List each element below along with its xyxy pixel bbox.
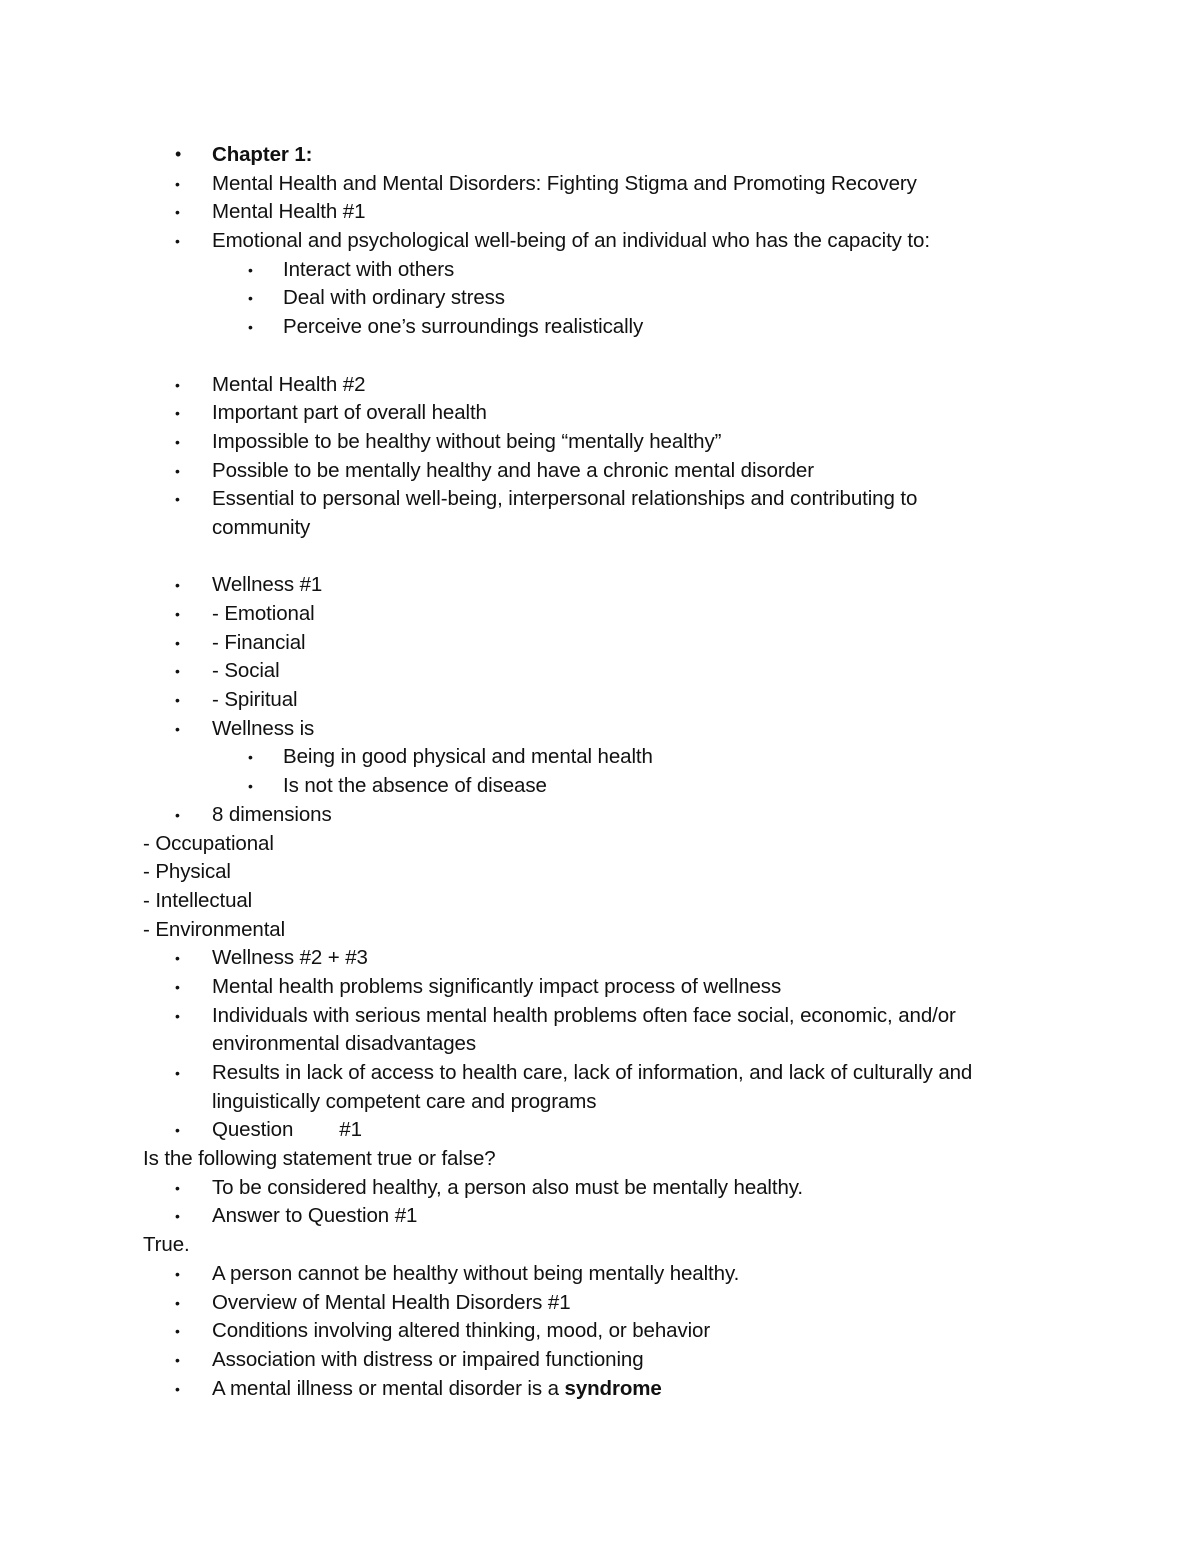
plain-line <box>0 916 1200 945</box>
bullet-glyph: • <box>175 405 180 422</box>
bullet-glyph: • <box>175 692 180 709</box>
plain-line <box>0 1231 1200 1260</box>
bullet-text: A person cannot be healthy without being mentally healthy. <box>212 1261 740 1285</box>
bullet-glyph: • <box>248 261 253 278</box>
plain-text: - Physical <box>143 860 231 884</box>
bullet-item <box>0 715 1200 744</box>
chapter-heading: Chapter 1: <box>212 143 313 166</box>
plain-text: - Occupational <box>143 831 274 855</box>
bullet-glyph: • <box>175 663 180 680</box>
bullet-glyph: • <box>175 606 180 623</box>
bullet-glyph: • <box>175 204 180 221</box>
sub-bullet-text: Interact with others <box>283 257 455 281</box>
bullet-item <box>0 170 1200 199</box>
bullet-text: Overview of Mental Health Disorders #1 <box>212 1290 571 1314</box>
bullet-glyph: • <box>175 577 180 594</box>
bullet-text: Individuals with serious mental health problems often face social, economic, and/or environmental disadvantages <box>212 1003 956 1056</box>
bullet-item <box>0 485 1200 542</box>
bullet-text: Wellness is <box>212 716 315 740</box>
bullet-text: Mental health problems significantly impact process of wellness <box>212 974 782 998</box>
bullet-text: - Emotional <box>212 602 315 626</box>
plain-line <box>0 1145 1200 1174</box>
plain-line <box>0 830 1200 859</box>
bullet-glyph: • <box>175 720 180 737</box>
question-number: #1 <box>339 1118 362 1142</box>
bullet-text <box>212 1116 1032 1145</box>
bullet-text: Wellness #2 + #3 <box>212 946 368 970</box>
bullet-glyph: • <box>175 1179 180 1196</box>
bullet-glyph: • <box>248 749 253 766</box>
bullet-item <box>0 686 1200 715</box>
document-page <box>0 141 1200 1403</box>
bullet-glyph: • <box>175 144 182 164</box>
question-label: Question <box>212 1118 294 1142</box>
bullet-item <box>0 1202 1200 1231</box>
bullet-item <box>0 1317 1200 1346</box>
bullet-glyph: • <box>248 290 253 307</box>
sub-bullet-text: Is not the absence of disease <box>283 774 547 798</box>
bullet-text: Answer to Question #1 <box>212 1204 418 1228</box>
bullet-glyph: • <box>175 175 180 192</box>
bullet-glyph: • <box>175 233 180 250</box>
bullet-item <box>0 600 1200 629</box>
bullet-item <box>0 1174 1200 1203</box>
blank-line <box>0 342 1200 371</box>
bullet-text: - Social <box>212 659 280 683</box>
sub-bullet-item <box>0 313 1200 342</box>
plain-text: - Environmental <box>143 917 286 941</box>
sub-bullet-item <box>0 772 1200 801</box>
sub-bullet-item <box>0 284 1200 313</box>
bullet-item <box>0 141 1200 170</box>
bullet-text: - Spiritual <box>212 688 298 712</box>
bullet-text <box>212 1375 1032 1404</box>
bullet-item <box>0 1059 1200 1116</box>
bullet-item <box>0 428 1200 457</box>
bullet-glyph: • <box>175 1065 180 1082</box>
syndrome-sentence: A mental illness or mental disorder is a <box>212 1376 565 1400</box>
plain-text: True. <box>143 1233 190 1257</box>
bullet-glyph: • <box>175 1380 180 1397</box>
bullet-item <box>0 1346 1200 1375</box>
bullet-glyph: • <box>175 433 180 450</box>
bullet-text: Wellness #1 <box>212 573 323 597</box>
bullet-text: Possible to be mentally healthy and have a chronic mental disorder <box>212 458 814 482</box>
bullet-glyph: • <box>175 1351 180 1368</box>
bullet-text: Conditions involving altered thinking, mood, or behavior <box>212 1319 711 1343</box>
bullet-item <box>0 1375 1200 1404</box>
bullet-text: Essential to personal well-being, interpersonal relationships and contributing to community <box>212 487 918 539</box>
sub-bullet-item <box>0 256 1200 285</box>
bullet-item <box>0 629 1200 658</box>
sub-bullet-item <box>0 743 1200 772</box>
bullet-text: Important part of overall health <box>212 401 487 425</box>
bullet-text: To be considered healthy, a person also must be mentally healthy. <box>212 1175 804 1199</box>
plain-text: - Intellectual <box>143 888 253 912</box>
plain-line <box>0 887 1200 916</box>
bullet-text: Results in lack of access to health care, lack of information, and lack of culturally and linguistically competent care and programs <box>212 1061 973 1113</box>
sub-bullet-text: Perceive one’s surroundings realistically <box>283 315 644 339</box>
bullet-item <box>0 973 1200 1002</box>
bullet-glyph: • <box>175 1007 180 1024</box>
bullet-item <box>0 1260 1200 1289</box>
bullet-glyph: • <box>175 978 180 995</box>
bullet-text: Emotional and psychological well-being of an individual who has the capacity to: <box>212 229 930 253</box>
blank-line <box>0 543 1200 572</box>
bullet-item <box>0 399 1200 428</box>
bullet-glyph: • <box>175 950 180 967</box>
chapter-title: Mental Health and Mental Disorders: Fighting Stigma and Promoting Recovery <box>212 171 917 195</box>
bullet-glyph: • <box>175 806 180 823</box>
sub-bullet-text: Deal with ordinary stress <box>283 286 505 310</box>
bullet-text: - Financial <box>212 630 306 654</box>
bullet-item <box>0 801 1200 830</box>
bullet-text: Mental Health #1 <box>212 200 366 224</box>
bullet-item <box>0 571 1200 600</box>
bullet-text: Impossible to be healthy without being “mentally healthy” <box>212 429 722 453</box>
plain-line <box>0 858 1200 887</box>
bullet-item <box>0 657 1200 686</box>
bullet-glyph: • <box>248 319 253 336</box>
bullet-glyph: • <box>248 778 253 795</box>
bullet-item <box>0 1289 1200 1318</box>
bullet-glyph: • <box>175 634 180 651</box>
sub-bullet-text: Being in good physical and mental health <box>283 745 653 769</box>
bullet-glyph: • <box>175 462 180 479</box>
bullet-glyph: • <box>175 1323 180 1340</box>
bullet-glyph: • <box>175 1208 180 1225</box>
syndrome-term: syndrome <box>564 1376 662 1400</box>
bullet-item <box>0 198 1200 227</box>
bullet-glyph: • <box>175 1265 180 1282</box>
bullet-item <box>0 944 1200 973</box>
bullet-text: Association with distress or impaired functioning <box>212 1347 644 1371</box>
bullet-glyph: • <box>175 376 180 393</box>
bullet-item <box>0 371 1200 400</box>
bullet-text: 8 dimensions <box>212 802 332 826</box>
bullet-glyph: • <box>175 1294 180 1311</box>
bullet-item <box>0 457 1200 486</box>
bullet-glyph: • <box>175 1122 180 1139</box>
plain-text: Is the following statement true or false? <box>143 1147 496 1171</box>
bullet-text: Mental Health #2 <box>212 372 366 396</box>
bullet-item <box>0 1002 1200 1059</box>
bullet-item <box>0 1116 1200 1145</box>
bullet-item <box>0 227 1200 256</box>
bullet-glyph: • <box>175 491 180 508</box>
